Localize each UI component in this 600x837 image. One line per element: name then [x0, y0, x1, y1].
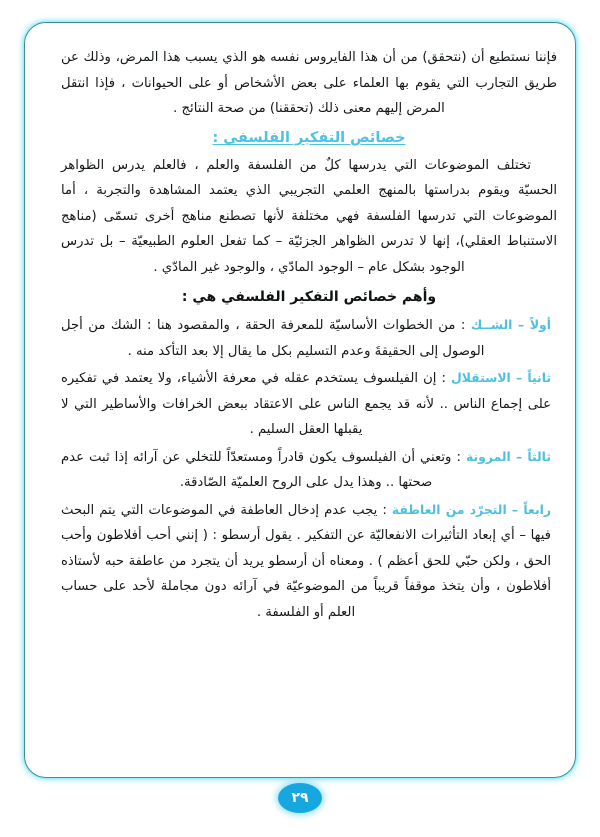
list-item: [61, 444, 557, 496]
list-item: [61, 497, 557, 626]
list-item-text: إن الفيلسوف يستخدم عقله في معرفة الأشياء، ولا يعتمد في تفكيره على إجماع الناس .. لأنه قد يجمع الناس على الاعتقاد ببعض الخرافات والأساطير التي لا يقبلها العقل السليم .: [61, 371, 551, 437]
page-number-badge: [278, 783, 322, 813]
list-item-separator: :: [377, 502, 392, 518]
intro-paragraph: فإننا نستطيع أن (نتحقق) من أن هذا الفايروس نفسه هو الذي يسبب هذا المرض، وذلك عن طريق التجارب التي يقوم بها العلماء على بعض الأشخاص أو على الحيوانات ، فإذا انتقل المرض إليهم معنى ذلك (تحققنا) من صحة النتائج .: [61, 50, 557, 116]
list-item-label: ثانياً – الاستقلال: [451, 370, 552, 385]
list-item: [61, 312, 557, 364]
list-item-label: ثالثاً – المرونة: [465, 448, 551, 464]
list-item-separator: :: [436, 371, 451, 386]
list-item-text: من الخطوات الأساسيّة للمعرفة الحقة ، والمقصود هنا : الشك من أجل الوصول إلى الحقيقةَ وعدم التسليم بكل ما يقال إلا بعد التأكد منه .: [61, 318, 485, 359]
document-content: [61, 45, 557, 759]
list-item-separator: :: [455, 318, 471, 333]
list-item-text: وتعني أن الفيلسوف يكون قادراً ومستعدّاً للتخلي عن آرائه إذا ثبت عدم صحتها .. وهذا يدل على الروح العلميّة الصّادقة.: [61, 449, 452, 490]
list-item-text: يجب عدم إدخال العاطفة في الموضوعات التي يتم البحث فيها – أي إبعاد التأثيرات الانفعاليّة عن التفكير . يقول أرسطو : ( إنني أحب أفلاطون وأحب الحق ، ولكن حبّي للحق أعظم ) . ومعناه أن أرسطو يريد أن يتجرد من عاطفة حبه لأستاذه أفلاطون ، وأن يتخذ موقفاً قريباً من الموضوعيّة في آرائه دون مجاملة لأحد على حساب العلم أو الفلسفة .: [61, 502, 551, 620]
section-paragraph-1: تختلف الموضوعات التي يدرسها كلٌ من الفلسفة والعلم ، فالعلم يدرس الظواهر الحسيّة ويقوم بدراستها بالمنهج العلمي التجريبي الذي يعتمد المشاهدة والتجربة ، أما الموضوعات التي تدرسها الفلسفة فهي مختلفة لأنها تصطنع مناهج أخرى تسمّى (مناهج الاستنباط العقلي)، إنها لا تدرس الظواهر الجزئيّة – كما تفعل العلوم الطبيعيّة – بل تدرس الوجود بشكل عام – الوجود المادّي ، والوجود غير المادّي .: [61, 157, 557, 275]
section-heading-philosophical-thinking: خصائص التفكير الفلسفي :: [212, 129, 406, 146]
page-number-label: ٢٩: [291, 790, 309, 806]
list-item: [61, 365, 557, 443]
list-item-label: أولاً – الشــك: [470, 317, 552, 332]
sub-heading-main-characteristics: وأهم خصائص التفكير الفلسفي هي :: [181, 289, 437, 305]
list-item-separator: :: [451, 449, 466, 465]
page-frame: [24, 22, 576, 778]
list-item-label: رابعاً – التجرّد من العاطفة: [391, 501, 551, 517]
